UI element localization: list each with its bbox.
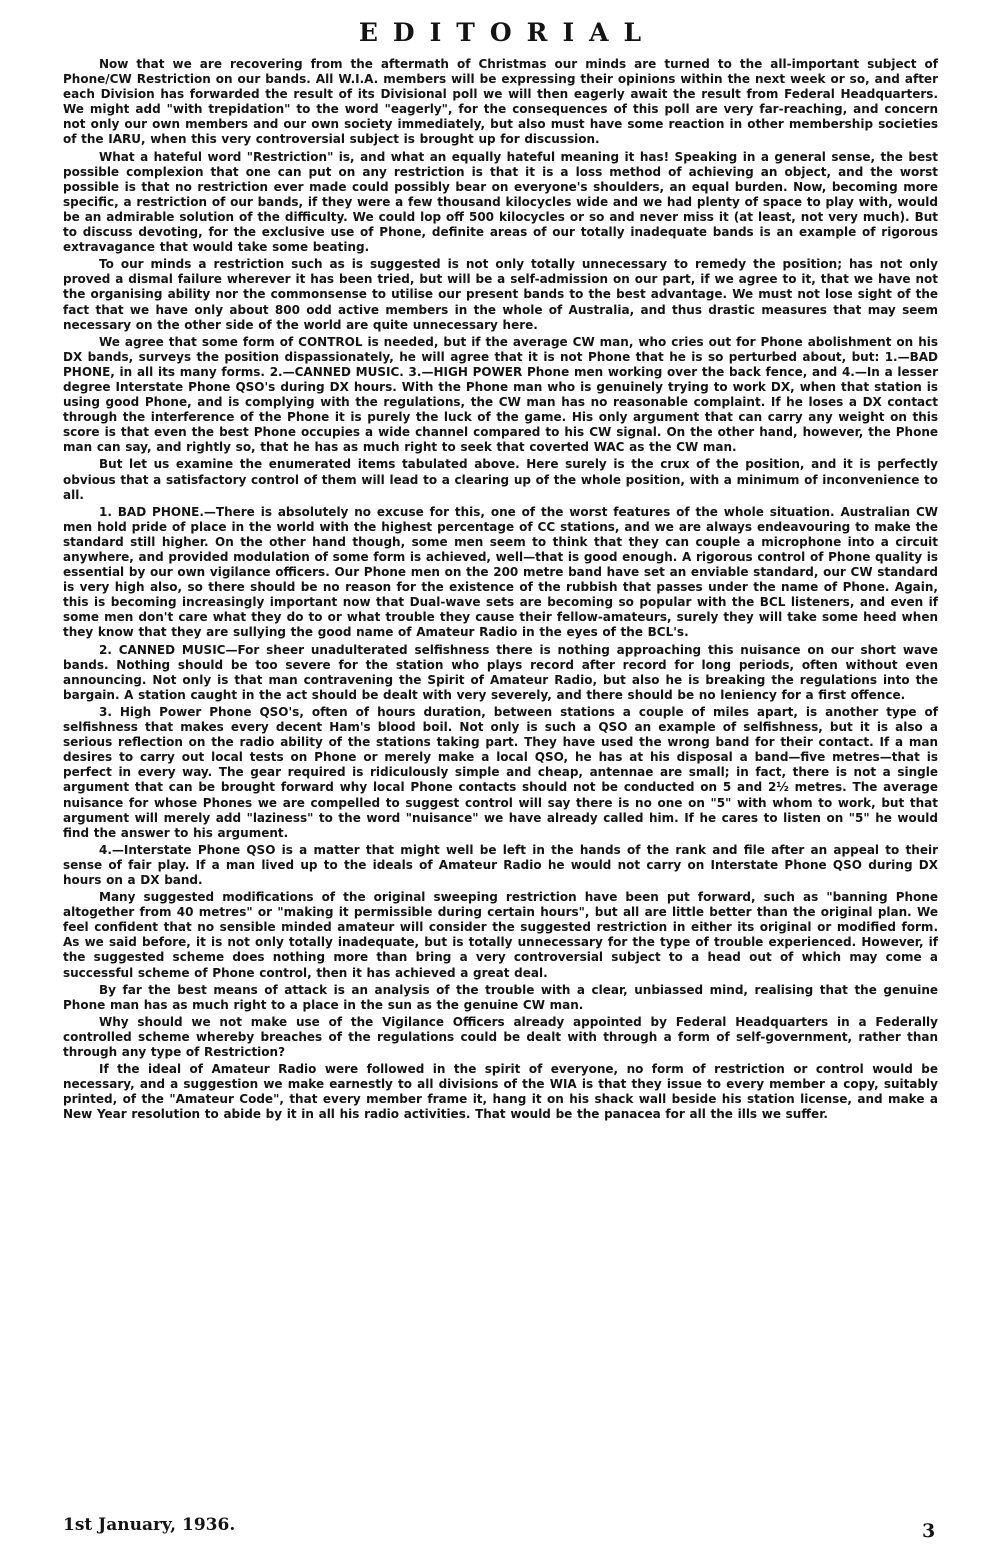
paragraph-our-minds: To our minds a restriction such as is suggested is not only totally unnecessary to remedy the position; has not only proved a dismal failure wherever it has been tried, but will be a self-admission on our part, if we agree to it, that we have not the organising ability nor the commonsense to utilise our present bands to the best advantage. We must not lose sight of the fact that we have only about 800 odd active members in the whole of Australia, and thus drastic measures that may seem necessary on the other side of the world are quite unnecessary here.: [63, 257, 938, 332]
page-title: EDITORIAL: [358, 18, 657, 47]
paragraph-interstate: 4.—Interstate Phone QSO is a matter that might well be left in the hands of the rank and file after an appeal to their sense of fair play. If a man lived up to the ideals of Amateur Radio he would not carry on Interstate Phone QSO during DX hours on a DX band.: [63, 842, 938, 887]
paragraph-analysis: By far the best means of attack is an analysis of the trouble with a clear, unbiassed mind, realising that the genuine Phone man has as much right to a place in the sun as the genuine CW man.: [63, 982, 938, 1012]
paragraph-modifications: Many suggested modifications of the original sweeping restriction have been put forward, such as "banning Phone altogether from 40 metres" or "making it permissible during certain hours", but all are little better than the original plan. We feel confident that no sensible minded amateur will consider the suggested restriction in either its original or modified form. As we said before, it is not only totally inadequate, but is totally unnecessary for the type of trouble experienced. However, if the suggested scheme does nothing more than bring a very controversial subject to a head out of which may come a successful scheme of Phone control, then it has achieved a great deal.: [63, 890, 938, 980]
paragraph-intro: Now that we are recovering from the aftermath of Christmas our minds are turned to the all-important subject of Phone/CW Restriction on our bands. All W.I.A. members will be expressing their opinions within the next week or so, and after each Division has forwarded the result of its Divisional poll we will then eagerly await the result from Federal Headquarters. We might add "with trepidation" to the word "eagerly", for the consequences of this poll are very far-reaching, and concern not only our own members and our own society immediately, but also must have some reaction in other membership societies of the IARU, when this very controversial subject is brought up for discussion.: [63, 57, 938, 147]
paragraph-restriction: What a hateful word "Restriction" is, and what an equally hateful meaning it has! Speaking in a general sense, the best possible complexion that one can put on any restriction is that it is a loss method of achieving an object, and the worst possible is that no restriction ever made could possibly bear on everyone's shoulders, an equal burden. Now, becoming more specific, a restriction of our bands, if they were a few thousand kilocycles wide and we had plenty of space to play with, would be an admirable solution of the difficulty. We could lop off 500 kilocycles or so and never miss it (at least, not very much). But to discuss devoting, for the exclusive use of Phone, definite areas of our totally inadequate bands is an example of rigorous extravagance that would take some beating.: [63, 149, 938, 255]
paragraph-canned-music: 2. CANNED MUSIC—For sheer unadulterated selfishness there is nothing approaching this nuisance on our short wave bands. Nothing should be too severe for the station who plays record after record for long periods, often without even announcing. Not only is that man contravening the Spirit of Amateur Radio, but also he is breaking the regulations into the bargain. A station caught in the act should be dealt with very severely, and there should be no leniency for a first offence.: [63, 642, 938, 702]
paragraph-bad-phone: 1. BAD PHONE.—There is absolutely no excuse for this, one of the worst features of the whole situation. Australian CW men hold pride of place in the world with the highest percentage of CC stations, and we are always endeavouring to make the standard still higher. On the other hand though, some men seem to think that they can couple a microphone into a circuit anywhere, and provided modulation of some form is achieved, well—that is good enough. A rigorous control of Phone quality is essential by our own vigilance officers. Our Phone men on the 200 metre band have set an enviable standard, our CW standard is very high also, so there should be no reason for the existence of the rubbish that passes under the name of Phone. Again, this is becoming increasingly important now that Dual-wave sets are becoming so popular with the BCL listeners, and even if some men don't care what they do to or what trouble they cause their fellow-amateurs, surely they will take some heed when they know that they are sullying the good name of Amateur Radio in the eyes of the BCL's.: [63, 504, 938, 640]
paragraph-high-power: 3. High Power Phone QSO's, often of hours duration, between stations a couple of miles apart, is another type of selfishness that makes every decent Ham's blood boil. Not only is such a QSO an example of selfishness, but it is also a serious reflection on the radio ability of the stations taking part. They have used the wrong band for their contact. If a man desires to carry out local tests on Phone or merely make a local QSO, he has at his disposal a band—five metres—that is perfect in every way. The gear required is ridiculously simple and cheap, antennae are small; in fact, there is not a single argument that can be brought forward why local Phone contacts should not be conducted on 5 and 2½ metres. The average nuisance for whose Phones we are compelled to suggest control will say there is no one on "5" with whom to work, but that argument will merely add "laziness" to the word "nuisance" we have already called him. If he cares to listen on "5" he would find the answer to his argument.: [63, 704, 938, 840]
paragraph-amateur-code: If the ideal of Amateur Radio were followed in the spirit of everyone, no form of restriction or control would be necessary, and a suggestion we make earnestly to all divisions of the WIA is that they issue to every member a copy, suitably printed, of the "Amateur Code", that every member frame it, hang it on his shack wall beside his station license, and make a New Year resolution to abide by it in all his radio activities. That would be the panacea for all the ills we suffer.: [63, 1062, 938, 1122]
editorial-body: [63, 57, 938, 1124]
paragraph-control: We agree that some form of CONTROL is needed, but if the average CW man, who cries out for Phone abolishment on his DX bands, surveys the position dispassionately, he will agree that it is not Phone that he is so perturbed about, but: 1.—BAD PHONE, in all its many forms. 2.—CANNED MUSIC. 3.—HIGH POWER Phone men working over the back fence, and 4.—In a lesser degree Interstate Phone QSO's during DX hours. With the Phone man who is genuinely trying to work DX, when that station is using good Phone, and is complying with the regulations, the CW man has no reasonable complaint. If he loses a DX contact through the interference of the Phone it is purely the luck of the game. His only argument that can carry any weight on this score is that even the best Phone occupies a wide channel compared to his CW signal. On the other hand, however, the Phone man can say, and rightly so, that he has as much right to seek that coverted WAC as the CW man.: [63, 334, 938, 455]
paragraph-vigilance: Why should we not make use of the Vigilance Officers already appointed by Federal Headquarters in a Federally controlled scheme whereby breaches of the regulations could be dealt with through a form of self-government, rather than through any type of Restriction?: [63, 1014, 938, 1059]
issue-date: 1st January, 1936.: [63, 1515, 236, 1535]
paragraph-examine: But let us examine the enumerated items tabulated above. Here surely is the crux of the position, and it is perfectly obvious that a satisfactory control of them will lead to a clearing up of the whole position, with a minimum of inconvenience to all.: [63, 457, 938, 502]
page-number: 3: [922, 1520, 936, 1542]
